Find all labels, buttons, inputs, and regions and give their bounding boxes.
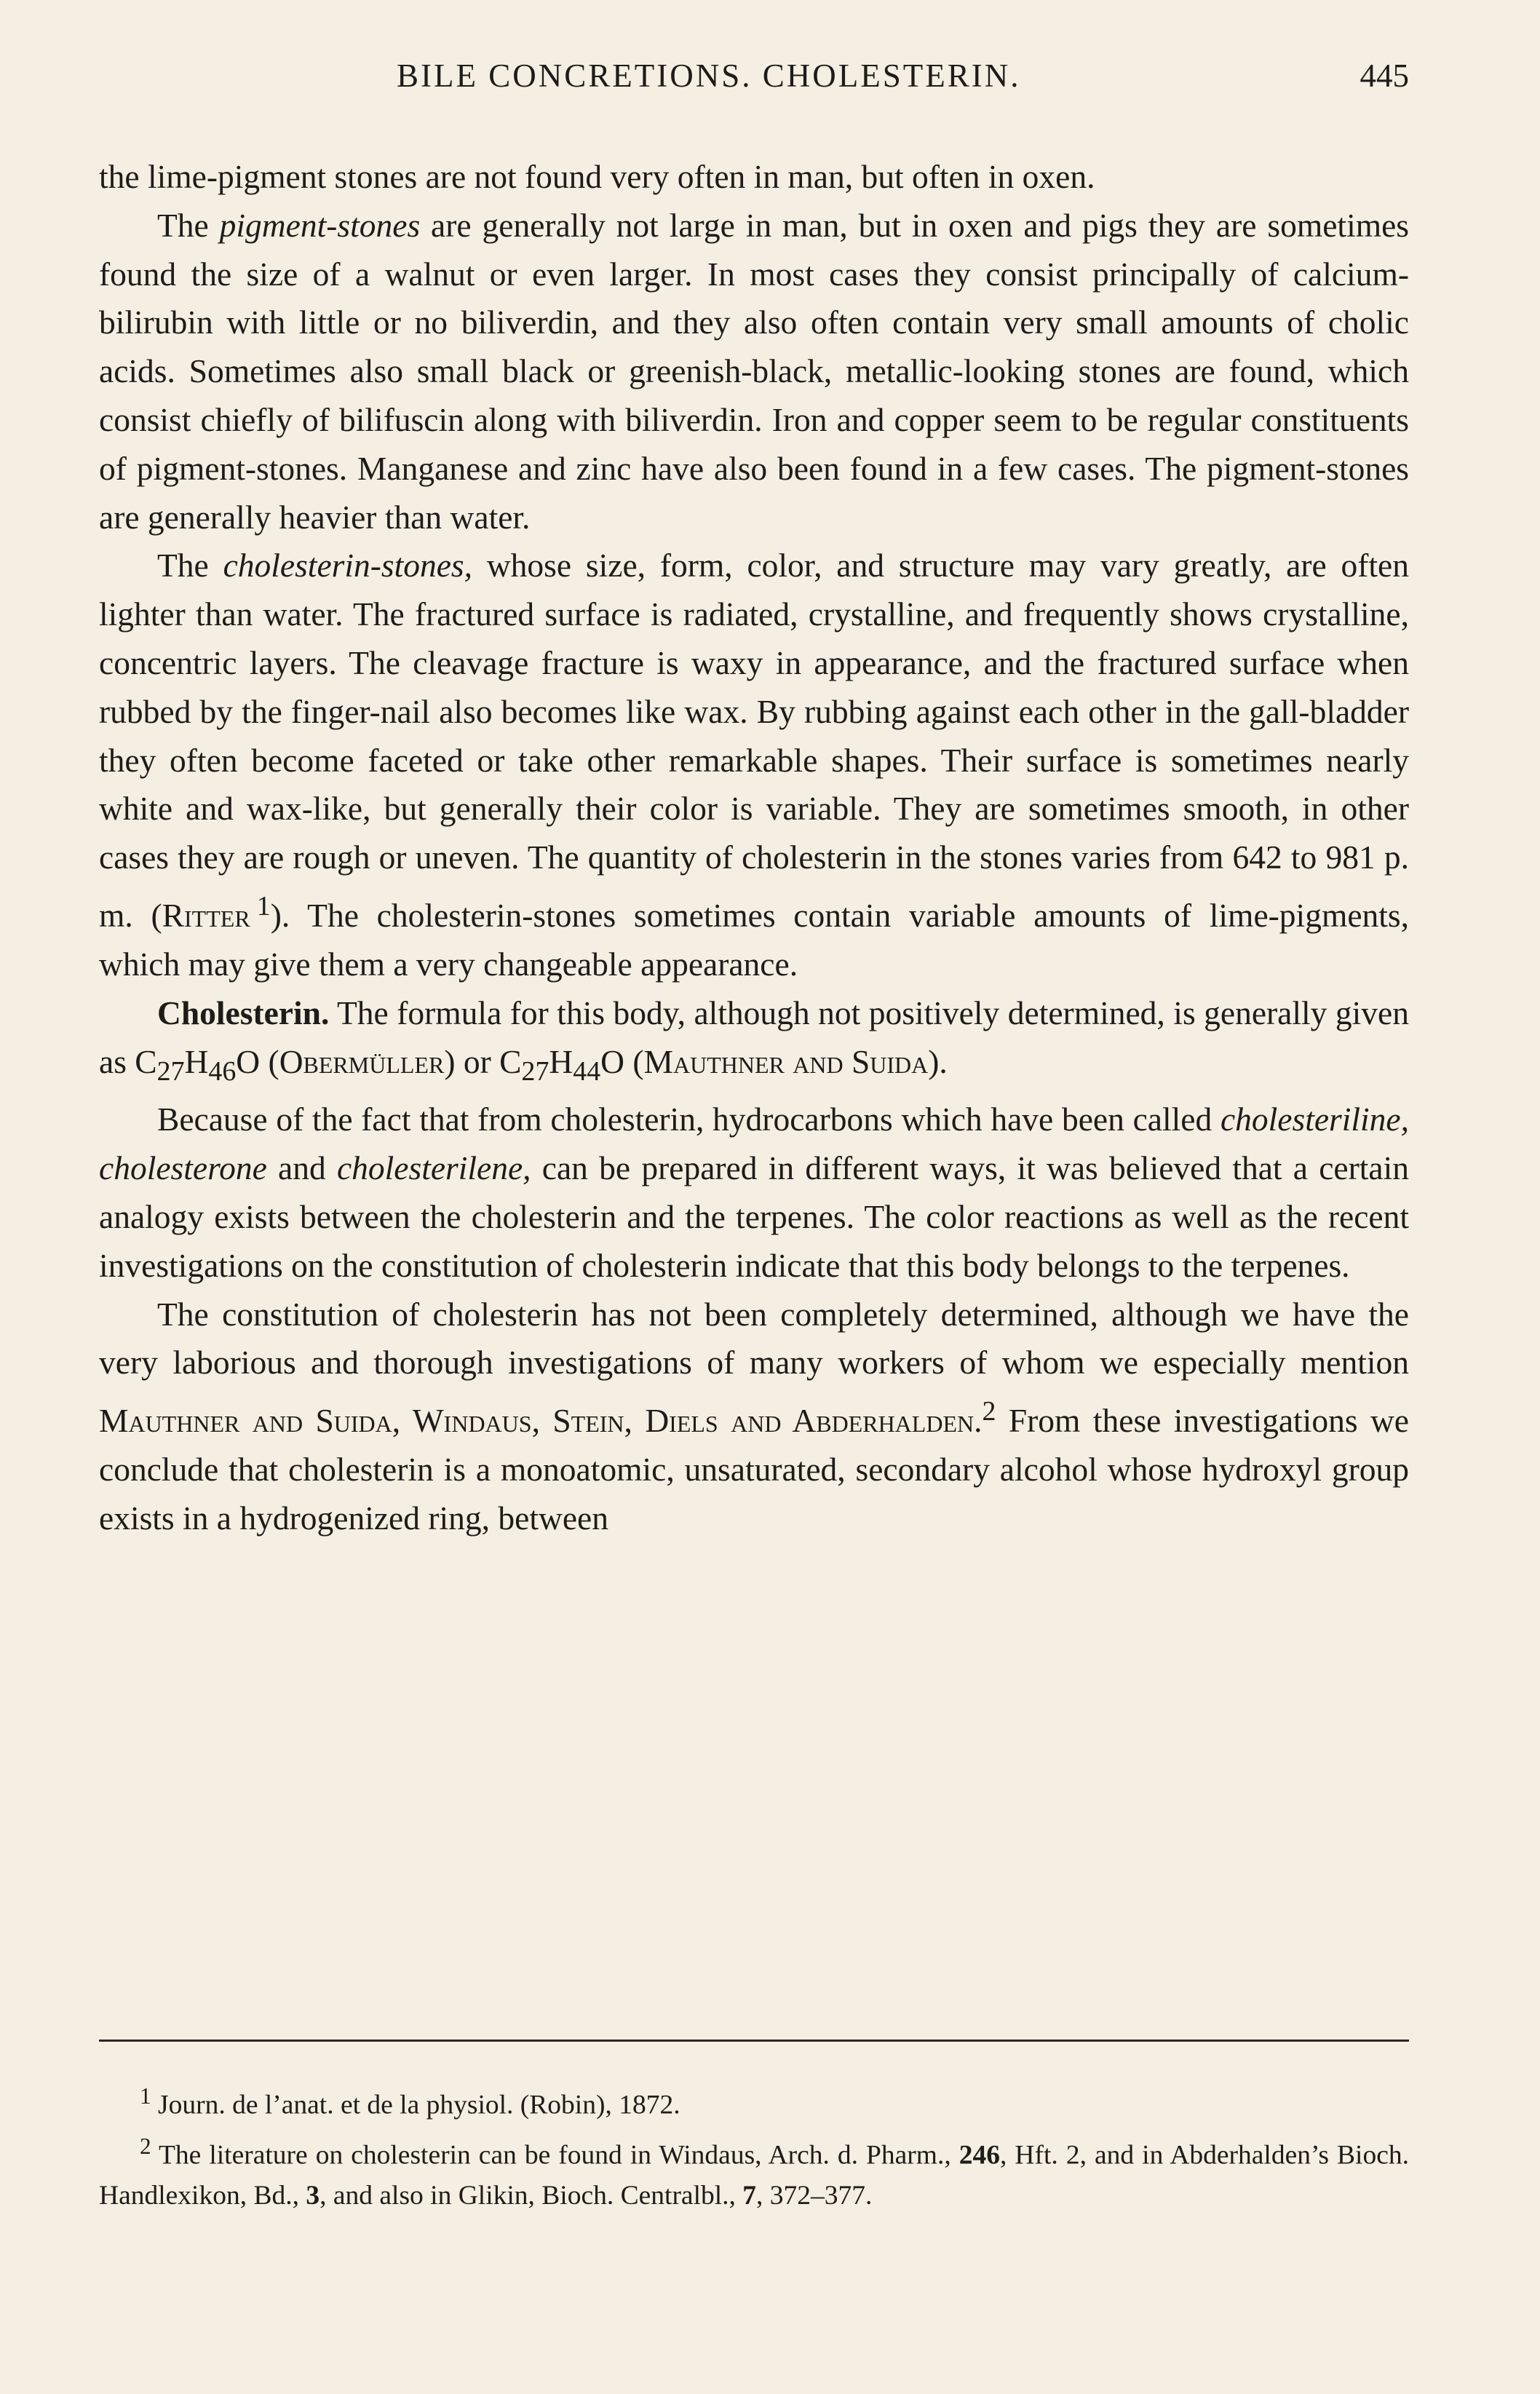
paragraph-lime-pigment	[99, 153, 1409, 202]
footnote-text: , and also in Glikin, Bioch. Centralbl.,	[319, 2181, 743, 2211]
paragraph-text: The formula for this body, although not positively determined, is generally given as C	[99, 994, 1409, 1080]
body-text	[99, 153, 1409, 1543]
paragraph-text: The constitution of cholesterin has not been completely determined, although we have the very laborious and thorough investigations of many workers of whom we especially mention	[99, 1295, 1409, 1382]
term-pigment-stones: pigment-stones	[219, 206, 421, 244]
section-heading: Cholesterin.	[157, 994, 330, 1031]
footnotes	[99, 2076, 1409, 2216]
paragraph-text: are generally not large in man, but in oxen and pigs they are sometimes found the size of a walnut or even larger. In most cases they consist principally of calcium-bilirubin with little or no biliverdin, and they also often contain very small amounts of cholic acids. Sometimes also small black or greenish-black, metallic-looking stones are found, which consist chiefly of bilifuscin along with biliverdin. Iron and copper seem to be regular constituents of pigment-stones. Manganese and zinc have also been found in a few cases. The pigment-stones are generally heavier than water.	[99, 206, 1410, 536]
paragraph-text: whose size, form, color, and structure may vary greatly, are often lighter than water. The fractured surface is radiated, crystalline, and frequently shows crystalline, concentric layers. The cleavage fracture is waxy in appearance, and the fractured surface when rubbed by the finger-nail also becomes like wax. By rubbing against each other in the gall-bladder they often become faceted or take other remarkable shapes. Their surface is sometimes nearly white and wax-like, but generally their color is variable. They are sometimes smooth, in other cases they are rough or uneven. The quantity of cholesterin in the stones varies from 642 to 981 p. m. (	[99, 547, 1409, 935]
author-name: Obermüller	[279, 1042, 445, 1080]
footnote-text: , 372–377.	[756, 2181, 873, 2211]
footnote-divider	[99, 2040, 1409, 2042]
paragraph-hydrocarbons	[99, 1095, 1409, 1290]
footnote-2	[99, 2126, 1409, 2217]
paragraph-text: H	[184, 1042, 209, 1080]
paragraph-text: The	[157, 206, 220, 244]
paragraph-text: From these investigations we conclude that cholesterin is a monoatomic, unsaturated, secondary alcohol whose hydroxyl group exists in a hydrogenized ring, between	[99, 1402, 1409, 1537]
footnote-ref: 2	[982, 1396, 996, 1427]
footnote-mark: 2	[140, 2133, 151, 2159]
paragraph-text: O (	[236, 1042, 279, 1080]
page-number: 445	[1360, 58, 1409, 94]
footnote-text: , Hft. 2, and in Abderhalden’s Bioch. Handlexikon, Bd.,	[99, 2140, 1409, 2211]
paragraph-text: Because of the fact that from cholesterin, hydrocarbons which have been called	[157, 1101, 1221, 1138]
paragraph-cholesterin-stones	[99, 542, 1409, 988]
paragraph-text: ) or C	[444, 1042, 522, 1080]
formula-subscript: 44	[573, 1055, 601, 1087]
volume-number: 246	[958, 2140, 1001, 2170]
paragraph-text: and	[266, 1149, 337, 1187]
volume-number: 7	[742, 2181, 757, 2211]
term-cholesterilene: cholesterilene,	[336, 1149, 531, 1187]
volume-number: 3	[306, 2181, 320, 2211]
footnote-ref: 1	[256, 890, 271, 921]
paragraph-text: O (	[600, 1042, 644, 1080]
term-cholesterin-stones: cholesterin-stones,	[223, 547, 473, 584]
formula-subscript: 46	[208, 1055, 237, 1087]
footnote-text: Journ. de l’anat. et de la physiol. (Robin), 1872.	[151, 2090, 680, 2120]
footnote-text: The literature on cholesterin can be found in Windaus, Arch. d. Pharm.,	[151, 2140, 959, 2170]
paragraph-text: the lime-pigment stones are not found very often in man, but often in oxen.	[99, 158, 1095, 195]
paragraph-pigment-stones	[99, 202, 1409, 542]
formula-subscript: 27	[156, 1055, 185, 1087]
term-hydrocarbons: cholesteriline, cholesterone	[99, 1101, 1409, 1187]
footnote-mark: 1	[140, 2083, 151, 2109]
paragraph-constitution	[99, 1291, 1409, 1543]
paragraph-text: H	[549, 1042, 573, 1080]
footnote-1	[99, 2076, 1409, 2126]
paragraph-text: The	[157, 547, 223, 584]
author-name: Mauthner and Suida	[643, 1042, 929, 1080]
formula-subscript: 27	[521, 1055, 549, 1087]
running-title: BILE CONCRETIONS. CHOLESTERIN.	[397, 58, 1021, 94]
author-names: Mauthner and Suida, Windaus, Stein, Diels and Abderhalden.	[99, 1402, 983, 1440]
author-name: Ritter	[162, 897, 250, 935]
paragraph-text: ).	[928, 1042, 948, 1080]
paragraph-text: can be prepared in different ways, it was believed that a certain analogy exists between the cholesterin and the terpenes. The color reactions as well as the recent investigations on the constitution of cholesterin indicate that this body belongs to the terpenes.	[99, 1149, 1409, 1284]
paragraph-cholesterin	[99, 989, 1409, 1096]
paragraph-text: ). The cholesterin-stones sometimes contain variable amounts of lime-pigments, which may give them a very changeable appearance.	[99, 897, 1409, 983]
running-head	[99, 57, 1409, 108]
